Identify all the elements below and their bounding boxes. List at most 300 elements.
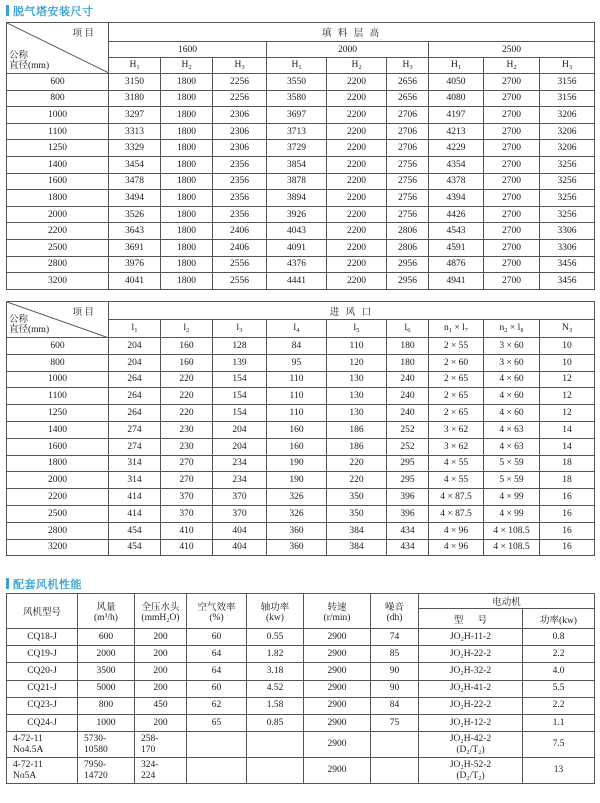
inlet-cell: 130 [327, 388, 387, 405]
dimension-cell: 2406 [213, 223, 267, 240]
inlet-cell: 12 [540, 371, 595, 388]
fan-pressure-cell: 200 [135, 663, 187, 680]
dimension-cell: 3454 [109, 156, 161, 173]
inlet-cell: 240 [387, 405, 429, 422]
table-row [7, 539, 595, 556]
inlet-cell: 139 [213, 354, 267, 371]
nominal-diameter-cell: 2500 [7, 239, 109, 256]
nominal-diameter-cell: 3200 [7, 273, 109, 290]
dimension-cell: 2200 [327, 140, 387, 157]
nominal-diameter-cell: 2800 [7, 522, 109, 539]
fan-pressure-cell: 200 [135, 680, 187, 697]
inlet-cell: 274 [109, 438, 161, 455]
h-column-header: $H_2$ [484, 58, 540, 74]
dimension-cell: 3494 [109, 190, 161, 207]
table-row [7, 405, 595, 422]
packing-group-header: 1600 [109, 42, 267, 58]
dimension-cell: 3206 [540, 140, 595, 157]
dimension-cell: 4229 [429, 140, 484, 157]
dimension-cell: 4080 [429, 90, 484, 107]
inlet-cell: 264 [109, 388, 161, 405]
inlet-cell: 16 [540, 505, 595, 522]
dimension-cell: 3306 [540, 239, 595, 256]
dimension-cell: 2406 [213, 239, 267, 256]
table-row [7, 505, 595, 522]
efficiency-header: 空气效率 (%) [187, 594, 247, 629]
inlet-cell: 4 × 87.5 [429, 489, 484, 506]
dimension-cell: 3306 [540, 223, 595, 240]
inlet-cell: 186 [327, 438, 387, 455]
fan-power-cell: 0.8 [523, 629, 595, 646]
dimension-cell: 2256 [213, 90, 267, 107]
table-row [7, 338, 595, 355]
dimension-cell: 3206 [540, 107, 595, 124]
fan-noise-cell: 84 [371, 697, 419, 714]
fan-shaft-cell: 1.58 [247, 697, 304, 714]
corner-header: 项 目 公称 直径(mm) [7, 23, 109, 74]
fan-pressure-cell: 200 [135, 714, 187, 731]
h-column-header: $H_3$ [213, 58, 267, 74]
shaft-power-header: 轴功率 (kw) [247, 594, 304, 629]
fan-speed-cell: 2900 [304, 732, 371, 758]
inlet-column-header: $N_3$ [540, 320, 595, 338]
fan-pressure-cell: 200 [135, 629, 187, 646]
dimension-cell: 3206 [540, 123, 595, 140]
h-column-header: $H_2$ [327, 58, 387, 74]
nominal-diameter-cell: 1250 [7, 405, 109, 422]
inlet-cell: 110 [327, 338, 387, 355]
fan-motor-cell: JO₂H-42-2 (D₂/T₂) [419, 732, 523, 758]
dimension-cell: 3854 [267, 156, 327, 173]
dimension-cell: 2356 [213, 206, 267, 223]
inlet-cell: 154 [213, 371, 267, 388]
table-row [7, 646, 595, 663]
fan-motor-cell: JO₂H-52-2 (D₂/T₂) [419, 758, 523, 784]
fan-model-header: 风机型号 [7, 594, 78, 629]
nominal-diameter-cell: 1800 [7, 190, 109, 207]
fan-speed-cell: 2900 [304, 714, 371, 731]
inlet-cell: 2 × 55 [429, 338, 484, 355]
fan-power-cell: 2.2 [523, 697, 595, 714]
inlet-cell: 160 [161, 338, 213, 355]
inlet-cell: 360 [267, 522, 327, 539]
packing-group-header: 2000 [267, 42, 429, 58]
inlet-cell: 220 [161, 405, 213, 422]
fan-flow-cell: 3500 [78, 663, 135, 680]
inlet-cell: 230 [161, 438, 213, 455]
fan-eff-cell: 64 [187, 663, 247, 680]
dimension-cell: 4376 [267, 256, 327, 273]
inlet-cell: 18 [540, 455, 595, 472]
inlet-cell: 4 × 60 [484, 388, 540, 405]
inlet-cell: 10 [540, 354, 595, 371]
inlet-cell: 370 [213, 505, 267, 522]
dimension-cell: 1800 [161, 190, 213, 207]
table-row [7, 714, 595, 731]
inlet-cell: 410 [161, 539, 213, 556]
dimension-cell: 4354 [429, 156, 484, 173]
dimension-cell: 2200 [327, 107, 387, 124]
dimension-cell: 3526 [109, 206, 161, 223]
fan-power-cell: 4.0 [523, 663, 595, 680]
fan-speed-cell: 2900 [304, 646, 371, 663]
dimension-cell: 2306 [213, 140, 267, 157]
table-row [7, 438, 595, 455]
fan-shaft-cell: 4.52 [247, 680, 304, 697]
inlet-cell: 204 [213, 421, 267, 438]
dimension-cell: 3643 [109, 223, 161, 240]
dimension-cell: 4041 [109, 273, 161, 290]
fan-shaft-cell: 1.82 [247, 646, 304, 663]
fan-model-cell: 4-72-11 No5A [7, 758, 78, 784]
dimension-cell: 2200 [327, 74, 387, 91]
inlet-cell: 264 [109, 405, 161, 422]
inlet-corner-header: 项 目 公称 直径(mm) [7, 302, 109, 338]
nominal-diameter-cell: 1100 [7, 388, 109, 405]
nominal-diameter-cell: 600 [7, 74, 109, 91]
inlet-cell: 270 [161, 455, 213, 472]
table-row [7, 421, 595, 438]
fan-model-cell: CQ23-J [7, 697, 78, 714]
inlet-header: 进 风 口 [109, 302, 595, 320]
inlet-cell: 220 [161, 371, 213, 388]
inlet-cell: 396 [387, 489, 429, 506]
dimension-cell: 2356 [213, 173, 267, 190]
inlet-cell: 16 [540, 489, 595, 506]
dimension-cell: 4394 [429, 190, 484, 207]
inlet-cell: 2 × 65 [429, 371, 484, 388]
inlet-cell: 190 [267, 472, 327, 489]
dimension-cell: 2256 [213, 74, 267, 91]
dimension-cell: 2556 [213, 273, 267, 290]
inlet-cell: 180 [387, 338, 429, 355]
h-column-header: $H_1$ [109, 58, 161, 74]
motor-header: 电动机 [419, 594, 595, 609]
dimension-cell: 2200 [327, 190, 387, 207]
inlet-cell: 16 [540, 522, 595, 539]
inlet-dimensions-table [6, 301, 595, 556]
inlet-cell: 3 × 60 [484, 338, 540, 355]
h-column-header: $H_3$ [540, 58, 595, 74]
inlet-cell: 4 × 60 [484, 371, 540, 388]
inlet-column-header: $l_4$ [267, 320, 327, 338]
dimension-cell: 2956 [387, 273, 429, 290]
dimension-cell: 3926 [267, 206, 327, 223]
inlet-cell: 154 [213, 405, 267, 422]
inlet-column-header: $n_1 \times l_7$ [429, 320, 484, 338]
inlet-cell: 3 × 62 [429, 438, 484, 455]
inlet-cell: 220 [327, 455, 387, 472]
dimension-cell: 2200 [327, 273, 387, 290]
dimension-cell: 4197 [429, 107, 484, 124]
dimension-cell: 4441 [267, 273, 327, 290]
fan-noise-cell: 74 [371, 629, 419, 646]
table-row [7, 629, 595, 646]
table-row [7, 140, 595, 157]
dimension-cell: 2700 [484, 140, 540, 157]
dimension-cell: 2200 [327, 223, 387, 240]
inlet-cell: 396 [387, 505, 429, 522]
fan-noise-cell: 75 [371, 714, 419, 731]
inlet-cell: 14 [540, 438, 595, 455]
inlet-cell: 4 × 99 [484, 505, 540, 522]
fan-flow-cell: 2000 [78, 646, 135, 663]
nominal-diameter-cell: 1000 [7, 107, 109, 124]
table-row [7, 680, 595, 697]
inlet-cell: 434 [387, 539, 429, 556]
table-row [7, 239, 595, 256]
dimension-cell: 3478 [109, 173, 161, 190]
inlet-cell: 110 [267, 405, 327, 422]
dimension-cell: 1800 [161, 223, 213, 240]
inlet-cell: 160 [267, 438, 327, 455]
inlet-cell: 4 × 63 [484, 421, 540, 438]
table-row [7, 758, 595, 784]
fan-motor-cell: JO₂H-32-2 [419, 663, 523, 680]
fan-performance-table [6, 593, 595, 784]
fan-speed-cell: 2900 [304, 663, 371, 680]
dimension-cell: 3580 [267, 90, 327, 107]
inlet-cell: 2 × 60 [429, 354, 484, 371]
fan-pressure-cell: 200 [135, 646, 187, 663]
fan-flow-cell: 7950- 14720 [78, 758, 135, 784]
table-row [7, 173, 595, 190]
dimension-cell: 3256 [540, 156, 595, 173]
dimension-cell: 2956 [387, 256, 429, 273]
table-row [7, 732, 595, 758]
inlet-cell: 414 [109, 505, 161, 522]
inlet-cell: 264 [109, 371, 161, 388]
inlet-cell: 404 [213, 539, 267, 556]
table-row [7, 371, 595, 388]
nominal-diameter-cell: 1250 [7, 140, 109, 157]
fan-speed-cell: 2900 [304, 758, 371, 784]
fan-motor-cell: JO₂H-11-2 [419, 629, 523, 646]
dimension-cell: 2700 [484, 123, 540, 140]
inlet-cell: 454 [109, 539, 161, 556]
inlet-cell: 295 [387, 455, 429, 472]
inlet-cell: 4 × 99 [484, 489, 540, 506]
inlet-cell: 110 [267, 388, 327, 405]
packing-height-header: 填 料 层 高 [109, 23, 595, 42]
inlet-cell: 4 × 87.5 [429, 505, 484, 522]
inlet-cell: 4 × 55 [429, 472, 484, 489]
inlet-cell: 4 × 108.5 [484, 522, 540, 539]
dimension-cell: 3256 [540, 173, 595, 190]
dimension-cell: 1800 [161, 123, 213, 140]
dimension-cell: 2706 [387, 123, 429, 140]
inlet-cell: 240 [387, 371, 429, 388]
inlet-cell: 234 [213, 455, 267, 472]
dimension-cell: 1800 [161, 256, 213, 273]
inlet-cell: 204 [213, 438, 267, 455]
dimension-cell: 3878 [267, 173, 327, 190]
inlet-cell: 10 [540, 338, 595, 355]
inlet-cell: 270 [161, 472, 213, 489]
fan-noise-cell: 90 [371, 680, 419, 697]
table-row [7, 74, 595, 91]
inlet-cell: 370 [161, 505, 213, 522]
inlet-cell: 12 [540, 388, 595, 405]
h-column-header: $H_3$ [387, 58, 429, 74]
inlet-cell: 360 [267, 539, 327, 556]
dimension-cell: 4941 [429, 273, 484, 290]
dimension-cell: 2356 [213, 156, 267, 173]
dimension-cell: 2700 [484, 223, 540, 240]
fan-flow-cell: 1000 [78, 714, 135, 731]
fan-motor-cell: JO₂H-22-2 [419, 697, 523, 714]
inlet-cell: 314 [109, 472, 161, 489]
dimension-cell: 4876 [429, 256, 484, 273]
dimension-cell: 3180 [109, 90, 161, 107]
dimension-cell: 4091 [267, 239, 327, 256]
dimension-cell: 1800 [161, 74, 213, 91]
inlet-cell: 160 [267, 421, 327, 438]
dimension-cell: 3456 [540, 256, 595, 273]
dimension-cell: 2306 [213, 123, 267, 140]
fan-eff-cell: 60 [187, 629, 247, 646]
dimension-cell: 3729 [267, 140, 327, 157]
nominal-diameter-cell: 800 [7, 90, 109, 107]
dimension-cell: 3697 [267, 107, 327, 124]
nominal-diameter-cell: 600 [7, 338, 109, 355]
nominal-diameter-cell: 1600 [7, 173, 109, 190]
nominal-diameter-cell: 3200 [7, 539, 109, 556]
nominal-diameter-cell: 800 [7, 354, 109, 371]
inlet-cell: 95 [267, 354, 327, 371]
inlet-cell: 14 [540, 421, 595, 438]
inlet-cell: 120 [327, 354, 387, 371]
dimension-cell: 4543 [429, 223, 484, 240]
inlet-cell: 350 [327, 489, 387, 506]
inlet-cell: 5 × 59 [484, 472, 540, 489]
dimension-cell: 2200 [327, 173, 387, 190]
inlet-cell: 384 [327, 539, 387, 556]
inlet-cell: 186 [327, 421, 387, 438]
inlet-cell: 220 [161, 388, 213, 405]
speed-header: 转速 (r/min) [304, 594, 371, 629]
noise-header: 噪音 (dh) [371, 594, 419, 629]
inlet-cell: 434 [387, 522, 429, 539]
dimension-cell: 2700 [484, 206, 540, 223]
fan-shaft-cell [247, 758, 304, 784]
nominal-diameter-cell: 1400 [7, 156, 109, 173]
table-row [7, 522, 595, 539]
inlet-cell: 180 [387, 354, 429, 371]
dimension-cell: 1800 [161, 173, 213, 190]
dimension-cell: 1800 [161, 90, 213, 107]
inlet-cell: 350 [327, 505, 387, 522]
inlet-cell: 5 × 59 [484, 455, 540, 472]
dimension-cell: 2656 [387, 74, 429, 91]
h-column-header: $H_1$ [429, 58, 484, 74]
fan-noise-cell [371, 758, 419, 784]
fan-model-cell: CQ20-J [7, 663, 78, 680]
table-row [7, 455, 595, 472]
h-column-header: $H_2$ [161, 58, 213, 74]
fan-motor-cell: JO₂H-22-2 [419, 646, 523, 663]
inlet-cell: 4 × 55 [429, 455, 484, 472]
dimension-cell: 4043 [267, 223, 327, 240]
dimension-cell: 4426 [429, 206, 484, 223]
nominal-diameter-cell: 2000 [7, 206, 109, 223]
fan-speed-cell: 2900 [304, 629, 371, 646]
dimension-cell: 2306 [213, 107, 267, 124]
dimension-cell: 2200 [327, 239, 387, 256]
fan-speed-cell: 2900 [304, 680, 371, 697]
dimension-cell: 1800 [161, 273, 213, 290]
motor-type-header: 型 号 [419, 609, 523, 629]
inlet-cell: 154 [213, 388, 267, 405]
table-row [7, 206, 595, 223]
table-row [7, 663, 595, 680]
dimension-cell: 3456 [540, 273, 595, 290]
inlet-cell: 110 [267, 371, 327, 388]
dimension-cell: 2200 [327, 123, 387, 140]
inlet-cell: 128 [213, 338, 267, 355]
dimension-cell: 3894 [267, 190, 327, 207]
fan-flow-cell: 5000 [78, 680, 135, 697]
inlet-cell: 2 × 65 [429, 388, 484, 405]
fan-pressure-cell: 258- 170 [135, 732, 187, 758]
fan-power-cell: 2.2 [523, 646, 595, 663]
nominal-diameter-cell: 1100 [7, 123, 109, 140]
fan-noise-cell: 85 [371, 646, 419, 663]
inlet-cell: 130 [327, 405, 387, 422]
dimension-cell: 2556 [213, 256, 267, 273]
inlet-column-header: $n_2 \times l_8$ [484, 320, 540, 338]
inlet-cell: 454 [109, 522, 161, 539]
fan-shaft-cell: 3.18 [247, 663, 304, 680]
dimension-cell: 1800 [161, 140, 213, 157]
nominal-diameter-cell: 1400 [7, 421, 109, 438]
fan-power-cell: 7.5 [523, 732, 595, 758]
fan-power-cell: 13 [523, 758, 595, 784]
fan-power-cell: 5.5 [523, 680, 595, 697]
inlet-cell: 160 [161, 354, 213, 371]
dimension-cell: 2756 [387, 156, 429, 173]
h-column-header: $H_1$ [267, 58, 327, 74]
inlet-cell: 220 [327, 472, 387, 489]
tower-dimensions-table [6, 22, 595, 290]
fan-shaft-cell [247, 732, 304, 758]
table-row [7, 156, 595, 173]
inlet-cell: 252 [387, 438, 429, 455]
dimension-cell: 3550 [267, 74, 327, 91]
dimension-cell: 1800 [161, 206, 213, 223]
dimension-cell: 3156 [540, 90, 595, 107]
table-row [7, 354, 595, 371]
dimension-cell: 2700 [484, 90, 540, 107]
nominal-diameter-cell: 1000 [7, 371, 109, 388]
inlet-cell: 4 × 96 [429, 522, 484, 539]
dimension-cell: 3256 [540, 190, 595, 207]
table-row [7, 489, 595, 506]
inlet-column-header: $l_6$ [387, 320, 429, 338]
tower-section-title: 脱气塔安装尺寸 [6, 3, 94, 19]
dimension-cell: 2806 [387, 239, 429, 256]
table-row [7, 273, 595, 290]
table-row [7, 223, 595, 240]
inlet-cell: 234 [213, 472, 267, 489]
motor-power-header: 功率(kw) [523, 609, 595, 629]
fan-motor-cell: JO₂H-41-2 [419, 680, 523, 697]
table-row [7, 256, 595, 273]
inlet-cell: 414 [109, 489, 161, 506]
inlet-cell: 130 [327, 371, 387, 388]
dimension-cell: 2756 [387, 206, 429, 223]
fan-pressure-cell: 450 [135, 697, 187, 714]
